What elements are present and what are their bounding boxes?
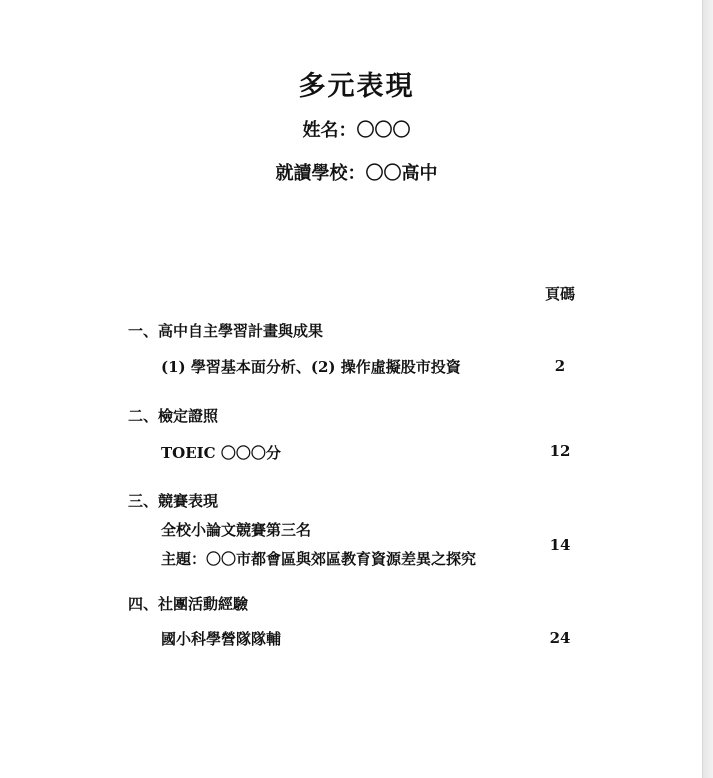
toc-heading-competition: 三、競賽表現 xyxy=(128,492,219,510)
toc-entry-toeic: TOEIC 〇〇〇分 xyxy=(161,444,281,462)
student-name: 姓名：〇〇〇 xyxy=(302,120,411,141)
document-title: 多元表現 xyxy=(298,71,415,102)
toc-heading-self-study: 一、高中自主學習計畫與成果 xyxy=(128,322,324,340)
school-name: 就讀學校：〇〇高中 xyxy=(275,163,438,184)
toc-page-number: 24 xyxy=(549,629,571,647)
page-edge xyxy=(702,0,713,778)
toc-entry-essay-award: 全校小論文競賽第三名 xyxy=(161,521,312,539)
page-number-header: 頁碼 xyxy=(545,285,576,303)
toc-page-number: 12 xyxy=(549,442,571,460)
toc-entry-essay-topic: 主題：〇〇市都會區與郊區教育資源差異之探究 xyxy=(161,550,477,568)
toc-heading-certification: 二、檢定證照 xyxy=(128,407,219,425)
toc-entry-science-camp: 國小科學營隊隊輔 xyxy=(161,630,282,648)
toc-entry-self-study: (1) 學習基本面分析、(2) 操作虛擬股市投資 xyxy=(161,358,461,376)
toc-heading-club: 四、社團活動經驗 xyxy=(128,595,249,613)
toc-page-number: 2 xyxy=(554,357,566,375)
toc-page-number: 14 xyxy=(549,536,571,554)
